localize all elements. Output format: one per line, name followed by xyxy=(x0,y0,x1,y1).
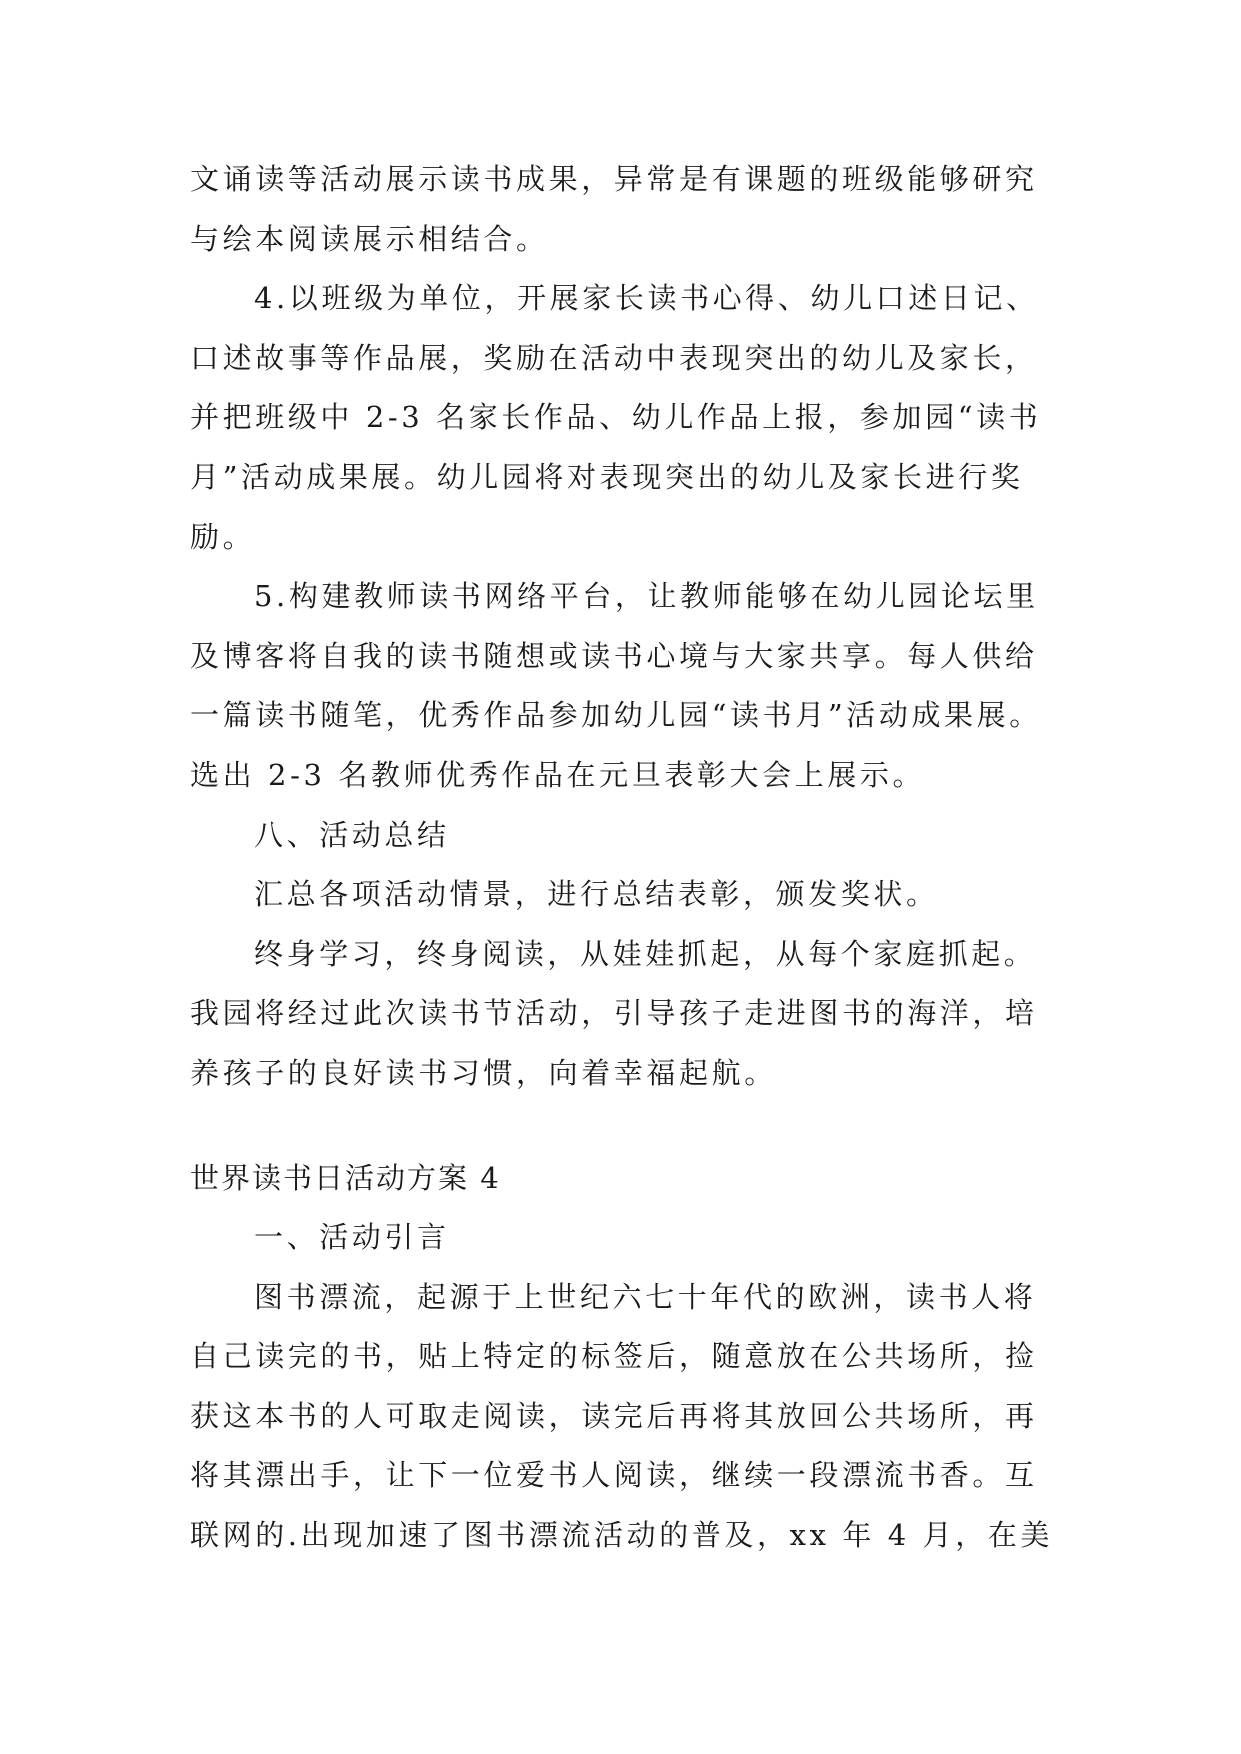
section-title: 世界读书日活动方案 4 xyxy=(190,1160,501,1195)
text-line: 联网的.出现加速了图书漂流活动的普及，xx 年 4 月，在美 xyxy=(190,1518,1054,1553)
paragraph-first-line: 5.构建教师读书网络平台，让教师能够在幼儿园论坛里 xyxy=(254,579,1039,614)
text-line: 励。 xyxy=(190,519,256,554)
text-line: 我园将经过此次读书节活动，引导孩子走进图书的海洋，培 xyxy=(190,996,1038,1031)
text-line: 自己读完的书，贴上特定的标签后，随意放在公共场所，捡 xyxy=(190,1339,1038,1374)
paragraph-first-line: 图书漂流，起源于上世纪六七十年代的欧洲，读书人将 xyxy=(254,1279,1037,1314)
spacer xyxy=(190,1104,1070,1149)
text-line: 选出 2-3 名教师优秀作品在元旦表彰大会上展示。 xyxy=(190,757,926,792)
text-line: 口述故事等作品展，奖励在活动中表现突出的幼儿及家长， xyxy=(190,340,1038,375)
section-heading: 一、活动引言 xyxy=(254,1220,450,1255)
text-line: 及博客将自我的读书随想或读书心境与大家共享。每人供给 xyxy=(190,638,1038,673)
text-line: 并把班级中 2-3 名家长作品、幼儿作品上报，参加园“读书 xyxy=(190,400,1042,435)
paragraph-first-line: 汇总各项活动情景，进行总结表彰，颁发奖状。 xyxy=(254,877,939,912)
text-line: 将其漂出手，让下一位爱书人阅读，继续一段漂流书香。互 xyxy=(190,1458,1038,1493)
text-line: 月”活动成果展。幼儿园将对表现突出的幼儿及家长进行奖 xyxy=(190,459,1024,494)
section-heading: 八、活动总结 xyxy=(254,817,450,852)
text-line: 一篇读书随笔，优秀作品参加幼儿园“读书月”活动成果展。 xyxy=(190,698,1042,733)
document-body xyxy=(190,150,1070,1566)
paragraph-first-line: 终身学习，终身阅读，从娃娃抓起，从每个家庭抓起。 xyxy=(254,936,1037,971)
text-line: 与绘本阅读展示相结合。 xyxy=(190,221,549,256)
text-line: 养孩子的良好读书习惯，向着幸福起航。 xyxy=(190,1055,777,1090)
text-line: 文诵读等活动展示读书成果，异常是有课题的班级能够研究 xyxy=(190,162,1038,196)
paragraph-first-line: 4.以班级为单位，开展家长读书心得、幼儿口述日记、 xyxy=(254,281,1039,316)
text-line: 获这本书的人可取走阅读，读完后再将其放回公共场所，再 xyxy=(190,1398,1038,1433)
